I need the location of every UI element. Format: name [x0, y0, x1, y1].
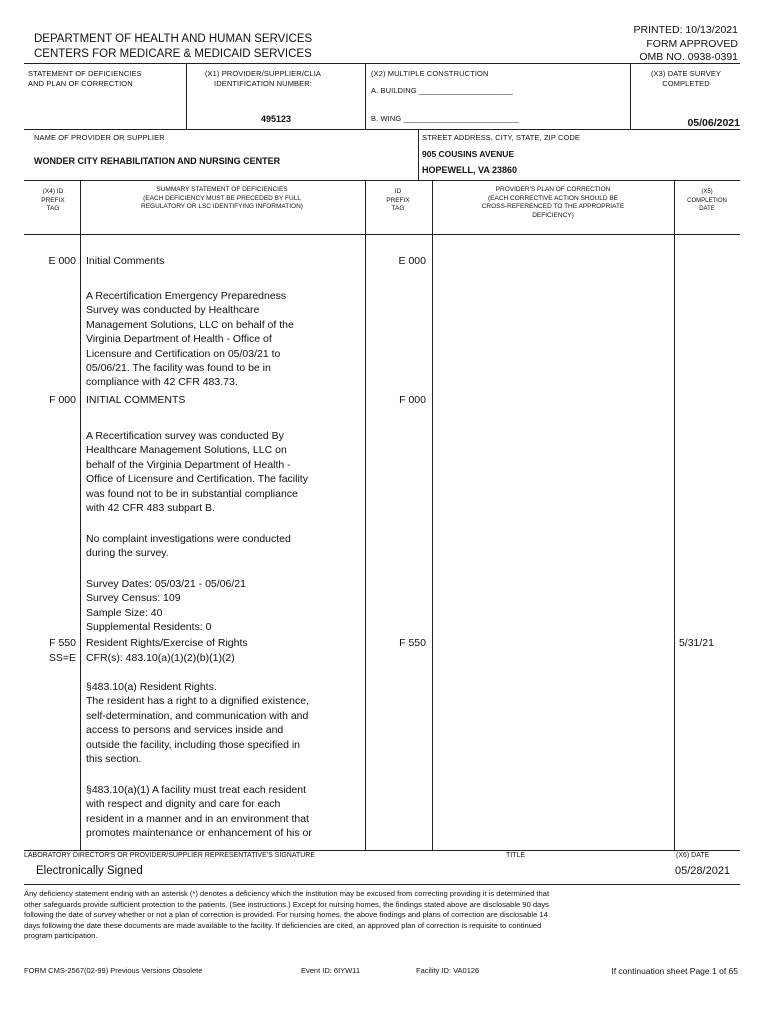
signature-value: Electronically Signed [36, 865, 143, 877]
f550-completion-date: 5/31/21 [678, 637, 714, 649]
divider [418, 129, 419, 180]
text-line: Office of Licensure and Certification. The facility [86, 473, 308, 486]
id-header-line: ID [394, 188, 402, 195]
treat-paragraph [86, 783, 336, 841]
x2-label: (X2) MULTIPLE CONSTRUCTION [371, 69, 489, 78]
form-approval-block [634, 24, 738, 65]
survey-info [86, 577, 336, 635]
text-line: access to persons and services inside and [86, 724, 284, 737]
f000-id: F 000 [399, 394, 426, 406]
x1-label [188, 69, 338, 88]
f550-tag: F 550 [49, 637, 76, 649]
text-line: The resident has a right to a dignified existence, [86, 695, 309, 708]
disclaimer-line: days following the date these documents are made available to the facility. If deficiencies are cited, an approved plan of correction is requisite to continued [24, 920, 542, 930]
form-approved: FORM APPROVED [646, 37, 738, 50]
address-label: STREET ADDRESS, CITY, STATE, ZIP CODE [422, 133, 581, 142]
x3-label-line: COMPLETED [662, 78, 710, 88]
text-line: resident in a manner and in an environment that [86, 812, 309, 825]
text-line: this section. [86, 753, 142, 766]
statement-label-line: STATEMENT OF DEFICIENCIES [28, 69, 142, 78]
x3-label-line: (X3) DATE SURVEY [650, 69, 722, 78]
facility-id: Facility ID: VA0126 [416, 966, 480, 975]
rule [24, 234, 740, 235]
f000-title: INITIAL COMMENTS [86, 394, 186, 406]
summary-header-line: SUMMARY STATEMENT OF DEFICIENCIES [156, 186, 288, 193]
e000-id: E 000 [398, 255, 426, 267]
text-line: with 42 CFR 483 subpart B. [86, 502, 215, 515]
x5-header [676, 188, 738, 214]
text-line: Management Solutions, LLC on behalf of the [86, 318, 294, 331]
text-line: with respect and dignity and care for each [86, 798, 281, 811]
column-line [432, 180, 433, 850]
id-header-line: TAG [391, 205, 405, 212]
text-line: compliance with 42 CFR 483.73. [86, 376, 238, 389]
id-header-line: PREFIX [386, 196, 410, 204]
agency-line: CENTERS FOR MEDICARE & MEDICAID SERVICES [34, 48, 312, 60]
provider-name: WONDER CITY REHABILITATION AND NURSING CENTER [34, 156, 281, 166]
text-line: behalf of the Virginia Department of Health - [86, 458, 291, 471]
f550-scope-severity: SS=E [48, 652, 76, 664]
f000-paragraph [86, 429, 336, 515]
disclaimer-line: other safeguards provide sufficient protection to the patients. (See instructions.) Except for nursing homes, the findings stated above are disclosable 90 days [24, 899, 549, 909]
plan-header-line: PROVIDER'S PLAN OF CORRECTION [495, 186, 611, 193]
text-line: outside the facility, including those specified in [86, 738, 301, 751]
rule [24, 129, 740, 130]
department-line: DEPARTMENT OF HEALTH AND HUMAN SERVICES [34, 33, 313, 45]
f000-tag: F 000 [49, 394, 76, 406]
text-line: Supplemental Residents: 0 [86, 621, 212, 634]
disclaimer-line: following the date of survey whether or not a plan of correction is provided. For nursing homes, the above findings and plans of correction are disclosable 14 [24, 910, 548, 920]
summary-header-line: REGULATORY OR LSC IDENTIFYING INFORMATION) [141, 203, 303, 210]
x6-date-label: (X6) DATE [676, 852, 710, 859]
text-line: Survey Census: 109 [86, 592, 181, 605]
x1-label-line: IDENTIFICATION NUMBER: [214, 78, 312, 88]
text-line: Sample Size: 40 [86, 606, 163, 619]
rule [24, 180, 740, 181]
event-id: Event ID: 6IYW11 [301, 966, 361, 975]
provider-number: 495123 [260, 114, 292, 124]
text-line: Virginia Department of Health - Office of [86, 333, 272, 346]
x4-header-line: (X4) ID [42, 188, 64, 195]
title-label: TITLE [506, 852, 526, 859]
plan-header-line: CROSS-REFERENCED TO THE APPROPRIATE [481, 203, 625, 210]
rule [24, 884, 740, 885]
x4-header [26, 188, 80, 214]
x4-header-line: TAG [46, 205, 60, 212]
x5-header-line: (X5) [701, 189, 713, 195]
f550-id: F 550 [399, 637, 426, 649]
x3-label [632, 69, 740, 88]
omb-number: OMB NO. 0938-0391 [639, 51, 738, 63]
complaint-paragraph [86, 532, 336, 561]
divider [365, 63, 366, 129]
plan-header-line: (EACH CORRECTIVE ACTION SHOULD BE [487, 194, 619, 202]
plan-header [434, 186, 672, 220]
x1-label-line: (X1) PROVIDER/SUPPLIER/CLIA [204, 69, 322, 78]
statement-label [28, 69, 142, 88]
disclaimer [24, 889, 549, 942]
text-line: was found not to be in substantial compliance [86, 487, 298, 500]
disclaimer-line: Any deficiency statement ending with an asterisk (*) denotes a deficiency which the institution may be excused from correcting providing it is determined that [24, 889, 550, 898]
survey-completed-date: 05/06/2021 [687, 117, 740, 129]
e000-title: Initial Comments [86, 255, 165, 267]
text-line: No complaint investigations were conducted [86, 533, 291, 545]
f550-cfr: CFR(s): 483.10(a)(1)(2)(b)(1)(2) [86, 652, 235, 664]
e000-paragraph [86, 289, 336, 390]
summary-header-line: (EACH DEFICIENCY MUST BE PRECEDED BY FULL [143, 194, 301, 202]
x5-header-line: DATE [699, 206, 715, 212]
f550-title: Resident Rights/Exercise of Rights [86, 637, 248, 649]
city-state-zip: HOPEWELL, VA 23860 [422, 165, 518, 175]
text-line: 05/06/21. The facility was found to be in [86, 362, 271, 375]
text-line: Survey was conducted by Healthcare [86, 304, 260, 317]
wing-label: B. WING ___________________________ [371, 114, 519, 123]
printed-date: PRINTED: 10/13/2021 [633, 24, 738, 36]
text-line: §483.10(a) Resident Rights. [86, 681, 217, 693]
text-line: Survey Dates: 05/03/21 - 05/06/21 [86, 578, 246, 590]
street-address: 905 COUSINS AVENUE [422, 149, 515, 159]
text-line: Licensure and Certification on 05/03/21 to [86, 347, 281, 360]
text-line: self-determination, and communication with and [86, 709, 309, 722]
signature-label: LABORATORY DIRECTOR'S OR PROVIDER/SUPPLIER REPRESENTATIVE'S SIGNATURE [24, 852, 316, 859]
continuation-page: If continuation sheet Page 1 of 65 [611, 966, 738, 976]
summary-header [82, 186, 362, 212]
form-id: FORM CMS-2567(02-99) Previous Versions Obsolete [24, 966, 203, 975]
id-header [366, 188, 430, 214]
text-line: during the survey. [86, 547, 169, 560]
column-line [365, 180, 366, 850]
plan-header-line: DEFICIENCY) [532, 211, 574, 219]
department-title [34, 32, 312, 62]
e000-tag: E 000 [48, 255, 76, 267]
statement-label-line: AND PLAN OF CORRECTION [28, 78, 133, 88]
text-line: Healthcare Management Solutions, LLC on [86, 444, 287, 457]
disclaimer-line: program participation. [24, 931, 98, 941]
text-line: A Recertification survey was conducted By [86, 430, 284, 442]
x5-header-line: COMPLETION [687, 197, 727, 204]
divider [186, 63, 187, 129]
building-label: A. BUILDING ______________________ [371, 86, 513, 95]
text-line: A Recertification Emergency Preparedness [86, 290, 287, 302]
text-line: promotes maintenance or enhancement of his or [86, 827, 312, 840]
text-line: §483.10(a)(1) A facility must treat each resident [86, 784, 307, 796]
divider [630, 63, 631, 129]
x4-header-line: PREFIX [41, 196, 65, 204]
rights-paragraph [86, 680, 336, 766]
signature-date: 05/28/2021 [675, 865, 731, 877]
column-line [80, 180, 81, 850]
provider-name-label: NAME OF PROVIDER OR SUPPLIER [34, 133, 165, 142]
column-line [674, 180, 675, 850]
top-rule [24, 63, 740, 64]
